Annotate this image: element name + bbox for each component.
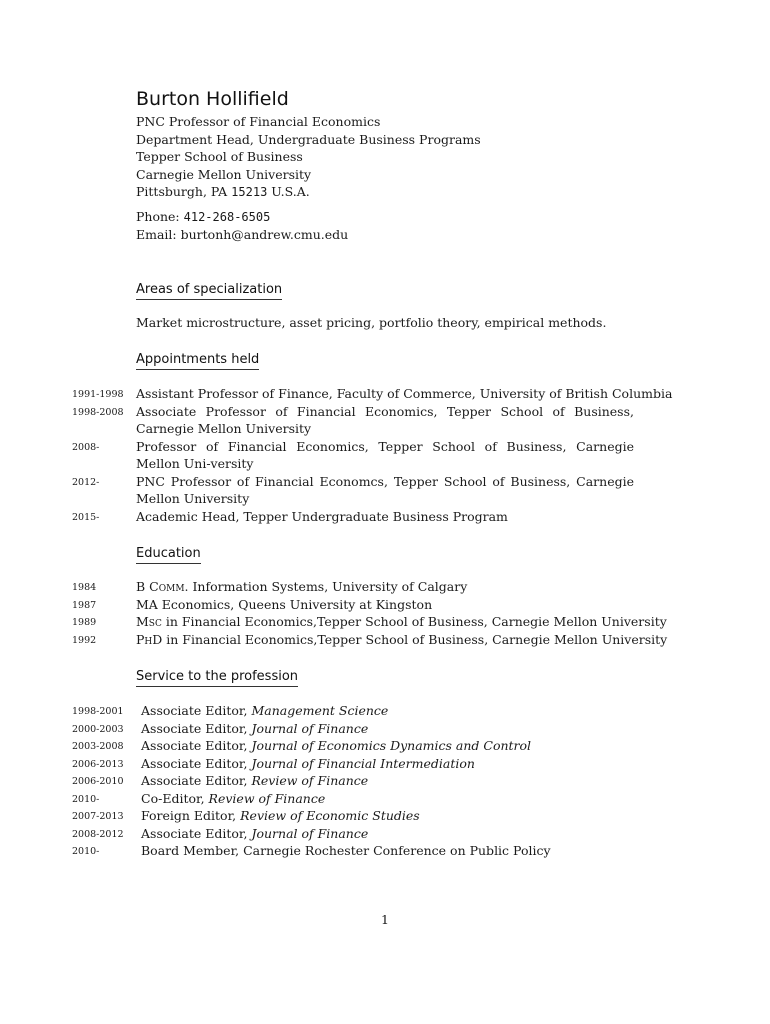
education-entry (0, 631, 770, 649)
journal-title: Journal of Economics Dynamics and Control (251, 738, 532, 753)
service-entry (0, 772, 770, 790)
service-role: Co-Editor, (141, 790, 209, 806)
entry-years: 1987 (72, 599, 97, 611)
entry-text (141, 755, 639, 773)
address-line: Carnegie Mellon University (136, 166, 312, 182)
entry-years: 2008-2012 (72, 828, 124, 840)
phone-line (136, 208, 348, 226)
entry-years: 2003-2008 (72, 741, 124, 752)
appointment-entry (0, 473, 770, 508)
degree-detail: in Financial Economics,Tepper School of Business, Carnegie Mellon University (162, 631, 668, 647)
degree: PhD (136, 631, 163, 647)
email-label: Email: (136, 227, 181, 242)
journal-title: Review of Finance (208, 790, 326, 806)
service-entry (0, 720, 770, 738)
journal-title: Management Science (251, 703, 389, 718)
degree-detail: in Financial Economics,Tepper School of Business, Carnegie Mellon University (161, 614, 667, 629)
service-role: Associate Editor, (141, 773, 252, 788)
section-title-specialization: Areas of specialization (136, 282, 282, 300)
specialization-text: Market microstructure, asset pricing, portfolio theory, empirical methods. (136, 315, 607, 330)
entry-years: 2008- (72, 441, 100, 453)
entry-years: 2010- (72, 846, 100, 857)
appointments-list (0, 385, 770, 525)
degree: MA (136, 596, 158, 612)
contact-block (136, 208, 348, 244)
degree-detail: Information Systems, University of Calgary (188, 579, 468, 594)
service-role: Foreign Editor, (141, 808, 241, 823)
journal-title: Journal of Finance (251, 825, 369, 841)
service-role: Associate Editor, (141, 738, 252, 753)
section-title-education: Education (136, 546, 201, 564)
entry-text (141, 720, 639, 738)
journal-title: Review of Economic Studies (240, 808, 420, 823)
entry-years: 1998-2001 (72, 706, 124, 717)
entry-years: 2006-2013 (72, 758, 124, 770)
entry-text (141, 842, 639, 860)
entry-text (141, 790, 639, 808)
service-entry (0, 825, 770, 843)
entry-text: Assistant Professor of Finance, Faculty of Commerce, University of British Columbia (136, 386, 673, 401)
appointment-entry (0, 508, 770, 526)
entry-text (136, 596, 634, 614)
section-title-service: Service to the profession (136, 669, 298, 687)
entry-years: 1998-2008 (72, 406, 124, 418)
appointment-entry (0, 385, 770, 403)
entry-text (136, 578, 634, 596)
education-entry (0, 613, 770, 631)
address-line: PNC Professor of Financial Economics (136, 114, 381, 129)
appointment-entry (0, 403, 770, 438)
entry-text: Professor of Financial Economics, Tepper School of Business, Carnegie Mellon Uni-versity (136, 438, 634, 471)
address-block (136, 113, 481, 202)
address-line: Tepper School of Business (136, 149, 303, 165)
service-entry (0, 842, 770, 860)
service-entry (0, 702, 770, 720)
entry-text (141, 702, 639, 720)
phone-number: 412-268-6505 (183, 210, 271, 224)
degree-detail: Economics, Queens University at Kingston (157, 596, 433, 612)
address-line: Department Head, Undergraduate Business Programs (136, 131, 481, 147)
service-role: Associate Editor, (141, 720, 252, 736)
entry-years: 2006-2010 (72, 776, 124, 787)
education-entry (0, 596, 770, 614)
service-role: Associate Editor, (141, 825, 252, 841)
entry-text (141, 807, 639, 825)
phone-label: Phone: (136, 209, 184, 224)
email-address[interactable]: burtonh@andrew.cmu.edu (180, 227, 349, 242)
entry-years: 2010- (72, 793, 100, 805)
entry-years: 1992 (72, 634, 97, 646)
education-list (0, 578, 770, 648)
entry-text: PNC Professor of Financial Economcs, Tepper School of Business, Carnegie Mellon University (136, 473, 634, 506)
email-line (136, 226, 348, 244)
entry-years: 2007-2013 (72, 811, 124, 822)
journal-title: Journal of Finance (251, 720, 369, 736)
service-list (0, 702, 770, 860)
journal-title: Review of Finance (251, 773, 369, 788)
entry-years: 1991-1998 (72, 389, 124, 400)
entry-years: 2000-2003 (72, 723, 124, 735)
service-entry (0, 737, 770, 755)
entry-years: 1989 (72, 617, 97, 628)
service-role: Associate Editor, (141, 755, 252, 771)
entry-years: 1984 (72, 582, 97, 593)
entry-text: Associate Professor of Financial Economics, Tepper School of Business, Carnegie Mellon University (136, 403, 634, 436)
service-role: Associate Editor, (141, 703, 252, 718)
appointment-entry (0, 438, 770, 473)
service-role: Board Member, Carnegie Rochester Conference on Public Policy (141, 843, 551, 858)
entry-text (141, 737, 639, 755)
entry-text (141, 825, 639, 843)
service-entry (0, 790, 770, 808)
entry-years: 2015- (72, 511, 100, 523)
entry-text: Academic Head, Tepper Undergraduate Business Program (136, 508, 508, 524)
entry-text (136, 613, 667, 631)
cv-name: Burton Hollifield (136, 88, 289, 110)
entry-years: 2012- (72, 476, 100, 488)
page-number: 1 (381, 912, 389, 927)
journal-title: Journal of Financial Intermediation (251, 755, 475, 771)
degree: B Comm. (136, 579, 189, 594)
education-entry (0, 578, 770, 596)
zip-code: 15213 (231, 185, 268, 200)
entry-text (136, 631, 668, 649)
entry-text (141, 772, 639, 790)
city: Pittsburgh, PA (136, 184, 232, 200)
degree: Msc (136, 614, 162, 629)
country: U.S.A. (267, 184, 310, 200)
section-title-appointments: Appointments held (136, 352, 259, 370)
address-city-line (136, 183, 481, 202)
service-entry (0, 755, 770, 773)
service-entry (0, 807, 770, 825)
